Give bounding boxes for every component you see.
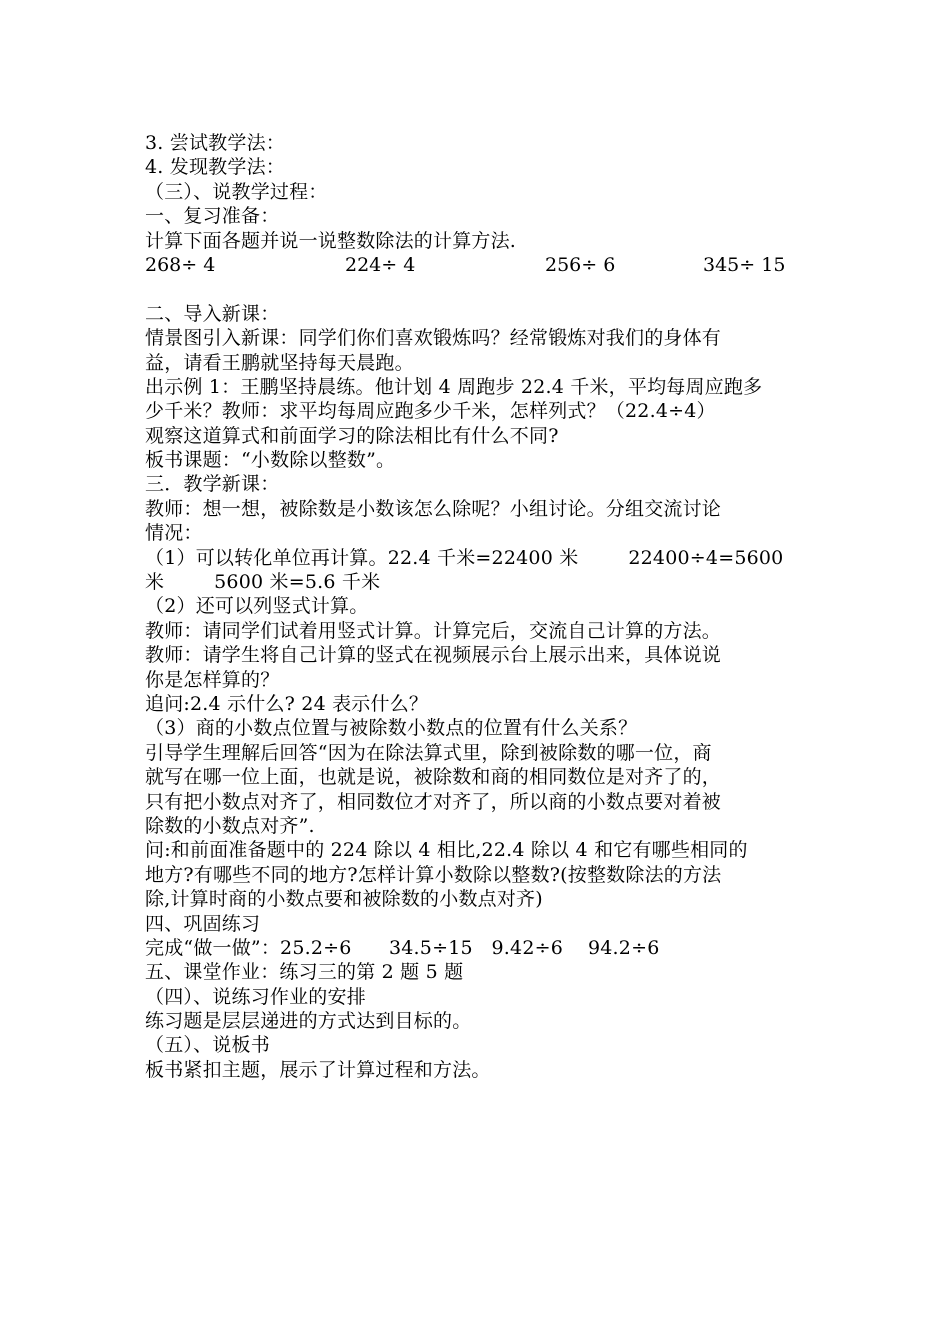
section-heading: 四、巩固练习	[145, 912, 261, 935]
text-line: 完成“做一做”：25.2÷6 34.5÷15 9.42÷6 94.2÷6	[145, 936, 660, 959]
blank-line	[145, 277, 810, 301]
section-heading: 三．教学新课：	[145, 473, 280, 496]
text-line: 观察这道算式和前面学习的除法相比有什么不同?	[145, 424, 559, 447]
section-heading: （三）、说教学过程：	[145, 180, 328, 203]
text-line: 只有把小数点对齐了，相同数位才对齐了，所以商的小数点要对着被	[145, 790, 722, 813]
section-heading: 一、复习准备：	[145, 205, 280, 228]
review-problem: 268÷ 4	[145, 253, 216, 276]
text-line: 情况：	[145, 522, 203, 545]
section-heading: （四）、说练习作业的安排	[145, 985, 366, 1008]
text-line: 米 5600 米=5.6 千米	[145, 571, 381, 594]
text-line: 出示例 1：王鹏坚持晨练。他计划 4 周跑步 22.4 千米，平均每周应跑多	[145, 375, 763, 398]
text-line: 板书紧扣主题，展示了计算过程和方法。	[145, 1058, 491, 1081]
text-line: 板书课题：“小数除以整数”。	[145, 449, 396, 472]
section-heading: （五）、说板书	[145, 1034, 270, 1057]
text-line: 引导学生理解后回答“因为在除法算式里，除到被除数的哪一位，商	[145, 741, 712, 764]
review-problem: 345÷ 15	[703, 253, 786, 276]
review-problems-row	[145, 253, 810, 277]
text-line: 练习题是层层递进的方式达到目标的。	[145, 1010, 472, 1033]
review-problem: 256÷ 6	[545, 253, 616, 276]
text-line: 计算下面各题并说一说整数除法的计算方法.	[145, 229, 517, 252]
section-heading: 二、导入新课：	[145, 302, 280, 325]
text-line: 除数的小数点对齐”.	[145, 814, 315, 837]
text-line: 问:和前面准备题中的 224 除以 4 相比,22.4 除以 4 和它有哪些相同的	[145, 839, 748, 862]
document-body	[145, 131, 810, 1082]
text-line: 就写在哪一位上面，也就是说，被除数和商的相同数位是对齐了的，	[145, 766, 722, 789]
text-line: 地方?有哪些不同的地方?怎样计算小数除以整数?(按整数除法的方法	[145, 863, 722, 886]
text-line: （1）可以转化单位再计算。22.4 千米=22400 米 22400÷4=5600	[145, 546, 784, 569]
review-problem: 224÷ 4	[345, 253, 416, 276]
text-line: 你是怎样算的？	[145, 668, 280, 691]
text-line: 4. 发现教学法：	[145, 156, 285, 179]
text-line: 除,计算时商的小数点要和被除数的小数点对齐)	[145, 888, 543, 911]
text-line: 教师：想一想，被除数是小数该怎么除呢？小组讨论。分组交流讨论	[145, 497, 722, 520]
section-heading: 五、课堂作业：练习三的第 2 题 5 题	[145, 961, 464, 984]
text-line: 追问:2.4 示什么? 24 表示什么？	[145, 692, 429, 715]
text-line: （3）商的小数点位置与被除数小数点的位置有什么关系？	[145, 717, 638, 740]
text-line: 教师：请同学们试着用竖式计算。计算完后，交流自己计算的方法。	[145, 619, 722, 642]
text-line: 少千米？教师：求平均每周应跑多少千米，怎样列式？（22.4÷4）	[145, 400, 716, 423]
text-line: （2）还可以列竖式计算。	[145, 595, 369, 618]
text-line: 教师：请学生将自己计算的竖式在视频展示台上展示出来，具体说说	[145, 644, 722, 667]
text-line: 情景图引入新课：同学们你们喜欢锻炼吗？经常锻炼对我们的身体有	[145, 327, 722, 350]
text-line: 3. 尝试教学法：	[145, 132, 285, 154]
text-line: 益，请看王鹏就坚持每天晨跑。	[145, 351, 414, 374]
